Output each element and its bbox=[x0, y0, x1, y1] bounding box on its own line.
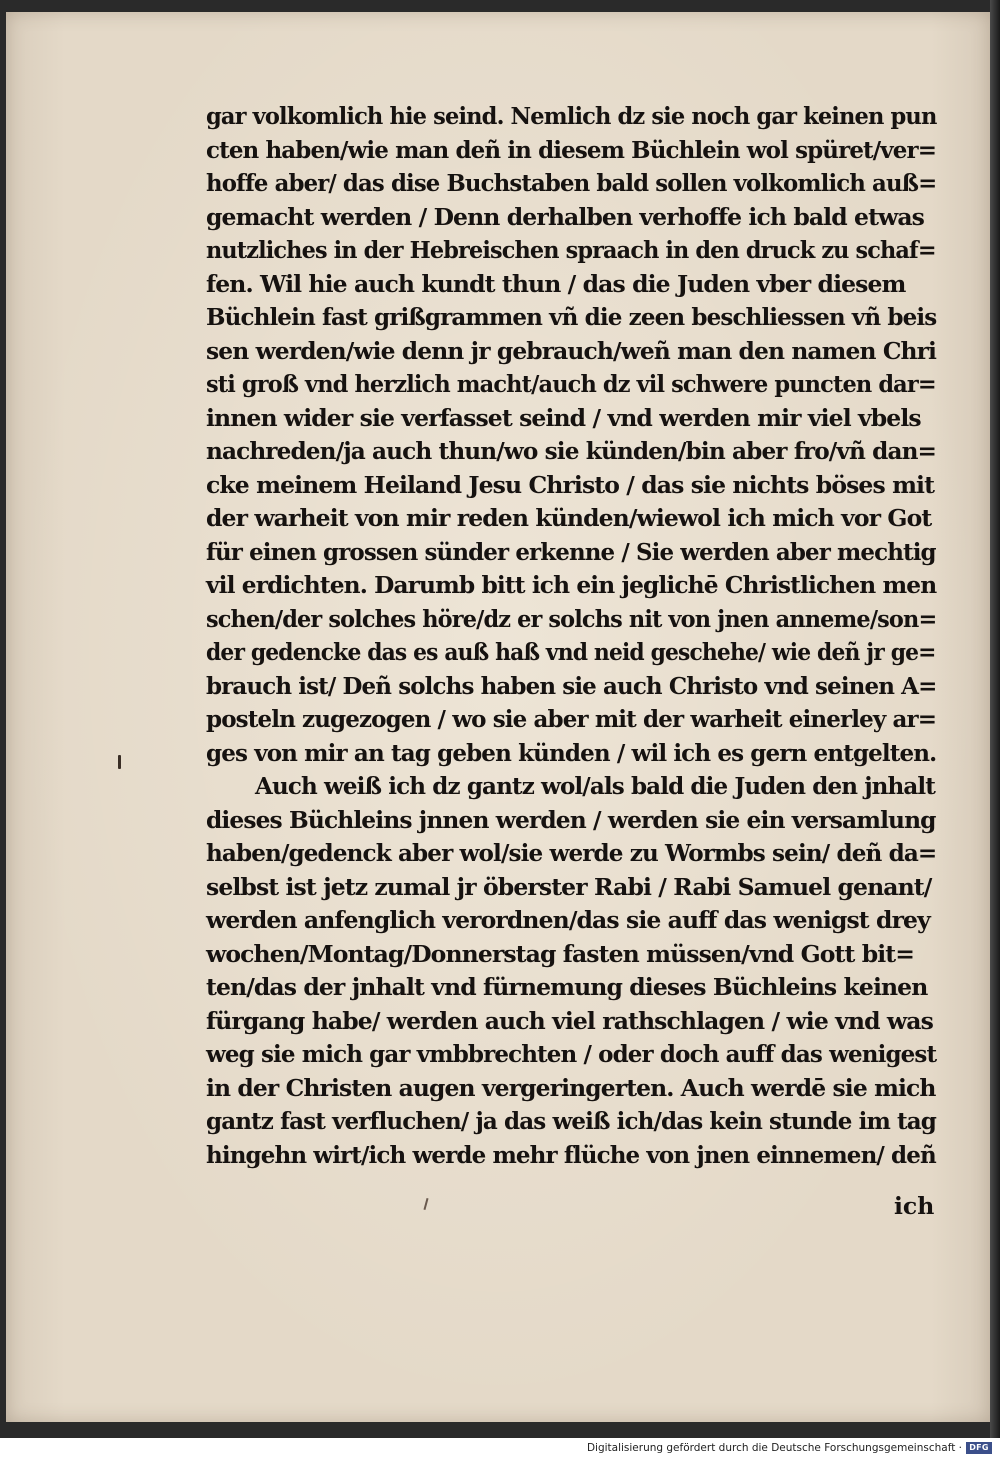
paragraph-start-line: Auch weiß ich dz gantz wol/als bald die Juden den jnhalt bbox=[254, 772, 936, 800]
text-line: cten haben/wie man deñ in diesem Büchlein wol spüret/ver= bbox=[206, 135, 937, 164]
body-text bbox=[206, 100, 936, 1172]
text-line: der warheit von mir reden künden/wiewol ich mich vor Got bbox=[206, 504, 932, 532]
text-line: werden anfenglich verordnen/das sie auff das wenigst drey bbox=[206, 906, 930, 934]
text-line: innen wider sie verfasset seind / vnd werden mir viel vbels bbox=[206, 403, 921, 432]
text-line: ges von mir an tag geben künden / wil ich es gern entgelten. bbox=[206, 738, 937, 767]
text-line: Büchlein fast grißgrammen vñ die zeen beschliessen vñ beis bbox=[206, 303, 937, 331]
text-line: dieses Büchleins jnnen werden / werden sie ein versamlung bbox=[206, 805, 936, 834]
text-line: ten/das der jnhalt vnd fürnemung dieses Büchleins keinen bbox=[206, 973, 928, 1001]
text-line: haben/gedenck aber wol/sie werde zu Wormbs sein/ deñ da= bbox=[206, 839, 937, 867]
text-line: weg sie mich gar vmbbrechten / oder doch auff das wenigest bbox=[206, 1040, 937, 1068]
text-line: fürgang habe/ werden auch viel rathschlagen / wie vnd was bbox=[206, 1006, 933, 1035]
text-line: posteln zugezogen / wo sie aber mit der warheit einerley ar= bbox=[206, 705, 937, 733]
text-line: sti groß vnd herzlich macht/auch dz vil schwere puncten dar= bbox=[206, 370, 936, 398]
text-line: schen/der solches höre/dz er solchs nit von jnen anneme/son= bbox=[206, 604, 937, 633]
footer-bar bbox=[0, 1438, 1000, 1459]
margin-mark bbox=[118, 755, 121, 769]
text-line: brauch ist/ Deñ solchs haben sie auch Christo vnd seinen A= bbox=[206, 671, 937, 700]
text-line: nachreden/ja auch thun/wo sie künden/bin aber fro/vñ dan= bbox=[206, 437, 937, 465]
footer-credit: Digitalisierung gefördert durch die Deutsche Forschungsgemeinschaft · bbox=[586, 1442, 962, 1454]
text-line: fen. Wil hie auch kundt thun / das die Juden vber diesem bbox=[206, 269, 906, 298]
text-line: der gedencke das es auß haß vnd neid geschehe/ wie deñ jr ge= bbox=[206, 638, 936, 666]
text-line: für einen grossen sünder erkenne / Sie werden aber mechtig bbox=[206, 537, 936, 566]
text-line: selbst ist jetz zumal jr öberster Rabi / Rabi Samuel genant/ bbox=[206, 872, 932, 901]
text-line: gantz fast verfluchen/ ja das weiß ich/das kein stunde im tag bbox=[206, 1107, 937, 1135]
dfg-logo: DFG bbox=[966, 1442, 992, 1454]
scan-edge bbox=[990, 0, 1000, 1438]
text-line: hingehn wirt/ich werde mehr flüche von jnen einnemen/ deñ bbox=[206, 1140, 936, 1169]
text-line: gar volkomlich hie seind. Nemlich dz sie noch gar keinen pun bbox=[206, 102, 937, 130]
text-line: in der Christen augen vergeringerten. Auch werdē sie mich bbox=[206, 1073, 936, 1102]
text-line: cke meinem Heiland Jesu Christo / das sie nichts böses mit bbox=[206, 470, 935, 499]
text-line: vil erdichten. Darumb bitt ich ein jeglichē Christlichen men bbox=[206, 571, 937, 599]
text-line: gemacht werden / Denn derhalben verhoffe ich bald etwas bbox=[206, 202, 925, 231]
text-line: sen werden/wie denn jr gebrauch/weñ man den namen Chri bbox=[206, 336, 937, 365]
text-line: wochen/Montag/Donnerstag fasten müssen/vnd Gott bit= bbox=[206, 939, 915, 968]
catchword: ich bbox=[894, 1192, 935, 1220]
text-line: nutzliches in der Hebreischen spraach in den druck zu schaf= bbox=[206, 236, 936, 264]
text-line: hoffe aber/ das dise Buchstaben bald sollen volkomlich auß= bbox=[206, 169, 937, 197]
